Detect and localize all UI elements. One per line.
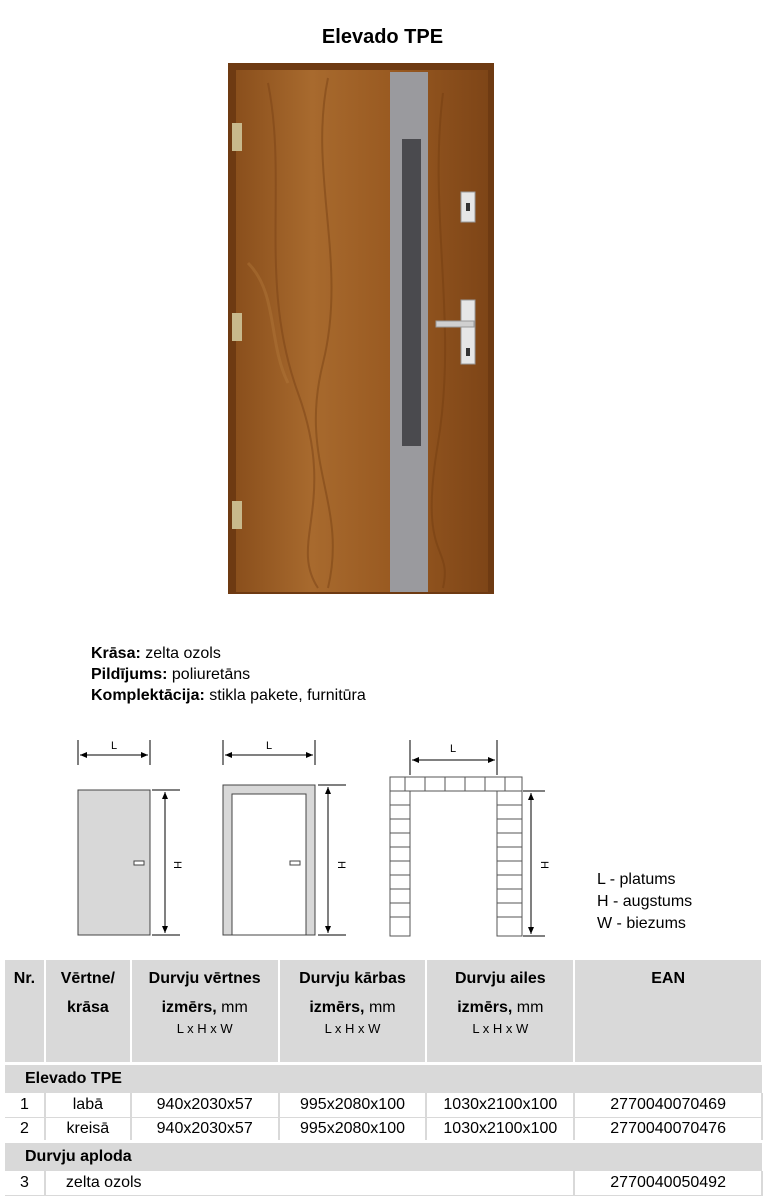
svg-text:L: L <box>265 740 273 752</box>
spec-kit: Komplektācija: stikla pakete, furnitūra <box>91 687 366 704</box>
spec-color: Krāsa: zelta ozols <box>91 645 221 662</box>
col-leaf-color: Vērtne/ krāsa <box>45 960 131 1063</box>
sizes-table <box>5 960 763 1196</box>
svg-text:H: H <box>538 861 550 869</box>
door-image <box>228 63 494 594</box>
door-leaf-diagram <box>70 735 190 945</box>
svg-text:H: H <box>335 861 347 869</box>
col-opening-size: Durvju ailes izmērs, mm L x H x W <box>426 960 574 1063</box>
col-leaf-size: Durvju vērtnes izmērs, mm L x H x W <box>131 960 279 1063</box>
table-row: 3 zelta ozols 2770040050492 <box>5 1171 762 1195</box>
group-row: Elevado TPE <box>5 1063 762 1093</box>
svg-text:L: L <box>449 743 457 755</box>
specs-block <box>91 643 366 706</box>
col-nr: Nr. <box>5 960 45 1063</box>
wall-opening-diagram <box>385 735 555 945</box>
dimension-legend: L - platums H - augstums W - biezums <box>597 871 693 932</box>
door-frame-diagram <box>218 735 358 945</box>
page-title: Elevado TPE <box>321 26 444 48</box>
col-frame-size: Durvju kārbas izmērs, mm L x H x W <box>279 960 427 1063</box>
table-header-row <box>5 960 762 1063</box>
table-row: 2 kreisā 940x2030x57 995x2080x100 1030x2100x100 2770040070476 <box>5 1117 762 1141</box>
width-label: L <box>110 740 118 752</box>
spec-fill: Pildījums: poliuretāns <box>91 666 251 683</box>
col-ean: EAN <box>574 960 762 1063</box>
height-label: H <box>171 861 183 869</box>
table-row: 1 labā 940x2030x57 995x2080x100 1030x2100x100 2770040070469 <box>5 1093 762 1117</box>
group-row: Durvju aploda <box>5 1141 762 1171</box>
